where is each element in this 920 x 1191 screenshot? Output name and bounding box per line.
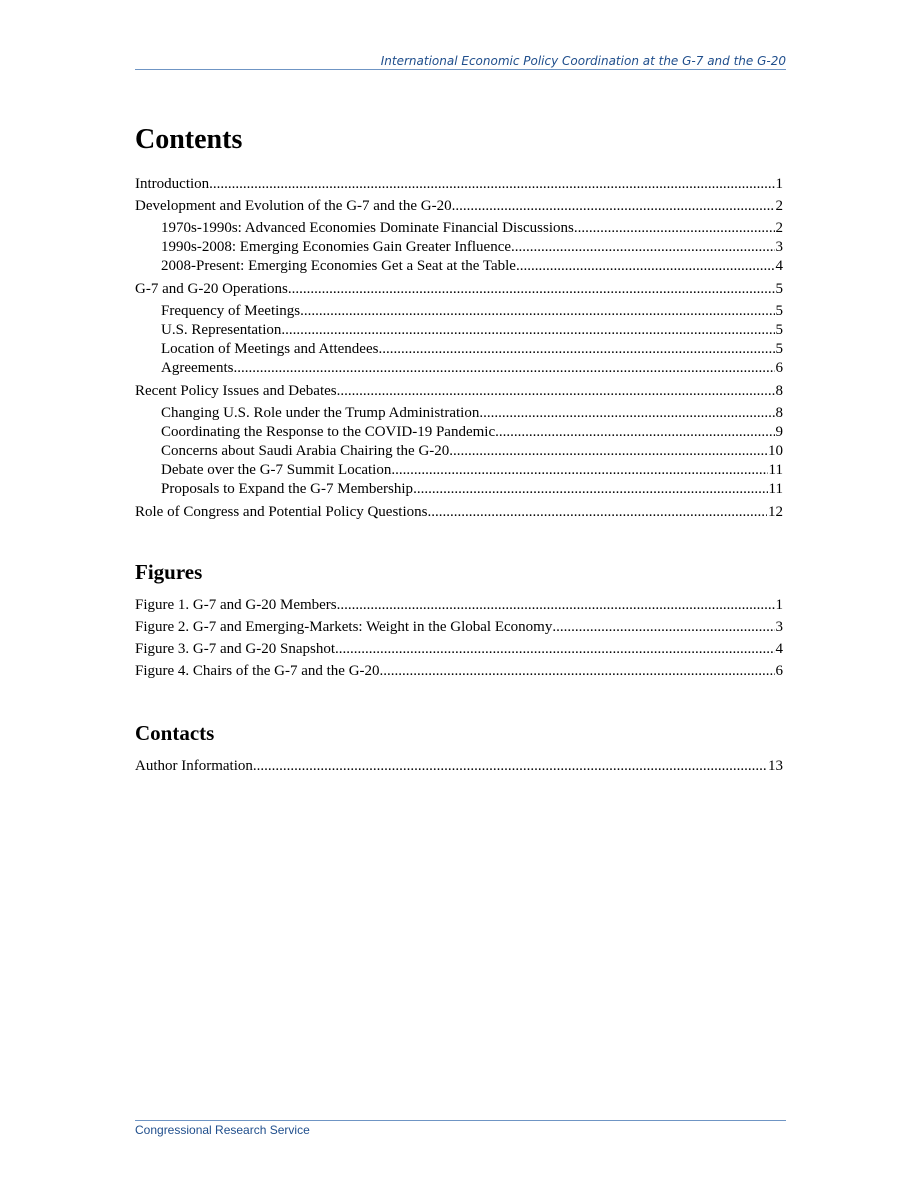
toc-entry-label: Frequency of Meetings — [161, 303, 301, 319]
leader-dots — [288, 281, 775, 298]
toc-entry-introduction[interactable] — [135, 173, 783, 193]
toc-entry-page: 5 — [775, 281, 783, 297]
leader-dots — [378, 341, 774, 358]
toc-entry-2008-present[interactable] — [161, 255, 783, 275]
toc-entry-page: 5 — [775, 322, 783, 338]
leader-dots — [253, 758, 767, 775]
toc-entry-page: 11 — [768, 462, 783, 478]
contact-entry-page: 13 — [768, 758, 783, 774]
toc-entry-development[interactable] — [135, 195, 783, 215]
figure-entry-4[interactable] — [135, 660, 783, 680]
toc-entry-saudi-arabia[interactable] — [161, 440, 783, 460]
toc-entry-1970s-1990s[interactable] — [161, 217, 783, 237]
leader-dots — [479, 405, 774, 422]
leader-dots — [511, 239, 774, 256]
toc-entry-label: 2008-Present: Emerging Economies Get a Seat at the Table — [161, 258, 516, 274]
leader-dots — [552, 619, 774, 636]
toc-entry-page: 3 — [775, 239, 783, 255]
toc-entry-operations[interactable] — [135, 278, 783, 298]
figure-entry-1[interactable] — [135, 594, 783, 614]
toc-entry-label: Role of Congress and Potential Policy Questions — [135, 504, 428, 520]
toc-entry-page: 8 — [775, 383, 783, 399]
toc-entry-page: 12 — [768, 504, 783, 520]
leader-dots — [209, 176, 774, 193]
toc-entry-label: 1990s-2008: Emerging Economies Gain Greater Influence — [161, 239, 512, 255]
leader-dots — [516, 258, 775, 275]
figure-entry-page: 3 — [775, 619, 783, 635]
leader-dots — [300, 303, 774, 320]
toc-entry-page: 2 — [775, 220, 783, 236]
leader-dots — [380, 663, 775, 680]
figure-entry-label: Figure 3. G-7 and G-20 Snapshot — [135, 641, 335, 657]
figures-heading: Figures — [135, 560, 203, 584]
leader-dots — [449, 443, 767, 460]
figure-entry-page: 6 — [775, 663, 783, 679]
toc-entry-1990s-2008[interactable] — [161, 236, 783, 256]
toc-entry-label: Recent Policy Issues and Debates — [135, 383, 337, 399]
leader-dots — [413, 481, 767, 498]
toc-entry-covid-response[interactable] — [161, 421, 783, 441]
toc-entry-page: 1 — [775, 176, 783, 192]
toc-entry-label: Introduction — [135, 176, 210, 192]
leader-dots — [233, 360, 774, 377]
toc-entry-summit-location[interactable] — [161, 459, 783, 479]
toc-entry-role-of-congress[interactable] — [135, 501, 783, 521]
running-footer: Congressional Research Service — [135, 1123, 310, 1137]
figure-entry-label: Figure 1. G-7 and G-20 Members — [135, 597, 337, 613]
figure-entry-label: Figure 2. G-7 and Emerging-Markets: Weight in the Global Economy — [135, 619, 553, 635]
toc-entry-page: 6 — [775, 360, 783, 376]
toc-entry-page: 5 — [775, 341, 783, 357]
toc-entry-label: Development and Evolution of the G-7 and the G-20 — [135, 198, 452, 214]
toc-entry-page: 4 — [775, 258, 783, 274]
running-header: International Economic Policy Coordination at the G-7 and the G-20 — [380, 54, 786, 68]
figure-entry-2[interactable] — [135, 616, 783, 636]
toc-entry-page: 5 — [775, 303, 783, 319]
contact-entry-label: Author Information — [135, 758, 253, 774]
header-rule — [135, 69, 786, 70]
contents-heading: Contents — [135, 124, 243, 155]
figure-entry-page: 1 — [775, 597, 783, 613]
toc-entry-label: Location of Meetings and Attendees — [161, 341, 379, 357]
toc-entry-page: 2 — [775, 198, 783, 214]
leader-dots — [335, 641, 775, 658]
leader-dots — [452, 198, 775, 215]
toc-entry-location[interactable] — [161, 338, 783, 358]
contact-entry-author-information[interactable] — [135, 755, 783, 775]
toc-entry-label: Proposals to Expand the G-7 Membership — [161, 481, 414, 497]
leader-dots — [495, 424, 774, 441]
toc-entry-changing-us-role[interactable] — [161, 402, 783, 422]
leader-dots — [337, 597, 775, 614]
toc-entry-label: 1970s-1990s: Advanced Economies Dominate Financial Discussions — [161, 220, 574, 236]
toc-entry-page: 11 — [768, 481, 783, 497]
toc-entry-label: Coordinating the Response to the COVID-19 Pandemic — [161, 424, 496, 440]
leader-dots — [337, 383, 775, 400]
figure-entry-page: 4 — [775, 641, 783, 657]
leader-dots — [281, 322, 774, 339]
toc-entry-label: Changing U.S. Role under the Trump Administration — [161, 405, 480, 421]
leader-dots — [574, 220, 775, 237]
contacts-heading: Contacts — [135, 721, 215, 745]
toc-entry-page: 8 — [775, 405, 783, 421]
leader-dots — [391, 462, 767, 479]
toc-entry-label: G-7 and G-20 Operations — [135, 281, 288, 297]
toc-entry-expand-membership[interactable] — [161, 478, 783, 498]
toc-entry-label: Debate over the G-7 Summit Location — [161, 462, 392, 478]
toc-entry-recent-issues[interactable] — [135, 380, 783, 400]
toc-entry-page: 10 — [768, 443, 783, 459]
toc-entry-label: U.S. Representation — [161, 322, 282, 338]
toc-entry-agreements[interactable] — [161, 357, 783, 377]
figure-entry-3[interactable] — [135, 638, 783, 658]
toc-entry-label: Agreements — [161, 360, 234, 376]
toc-entry-frequency[interactable] — [161, 300, 783, 320]
figure-entry-label: Figure 4. Chairs of the G-7 and the G-20 — [135, 663, 380, 679]
footer-rule — [135, 1120, 786, 1121]
toc-entry-page: 9 — [775, 424, 783, 440]
toc-entry-us-representation[interactable] — [161, 319, 783, 339]
leader-dots — [427, 504, 767, 521]
toc-entry-label: Concerns about Saudi Arabia Chairing the G-20 — [161, 443, 450, 459]
